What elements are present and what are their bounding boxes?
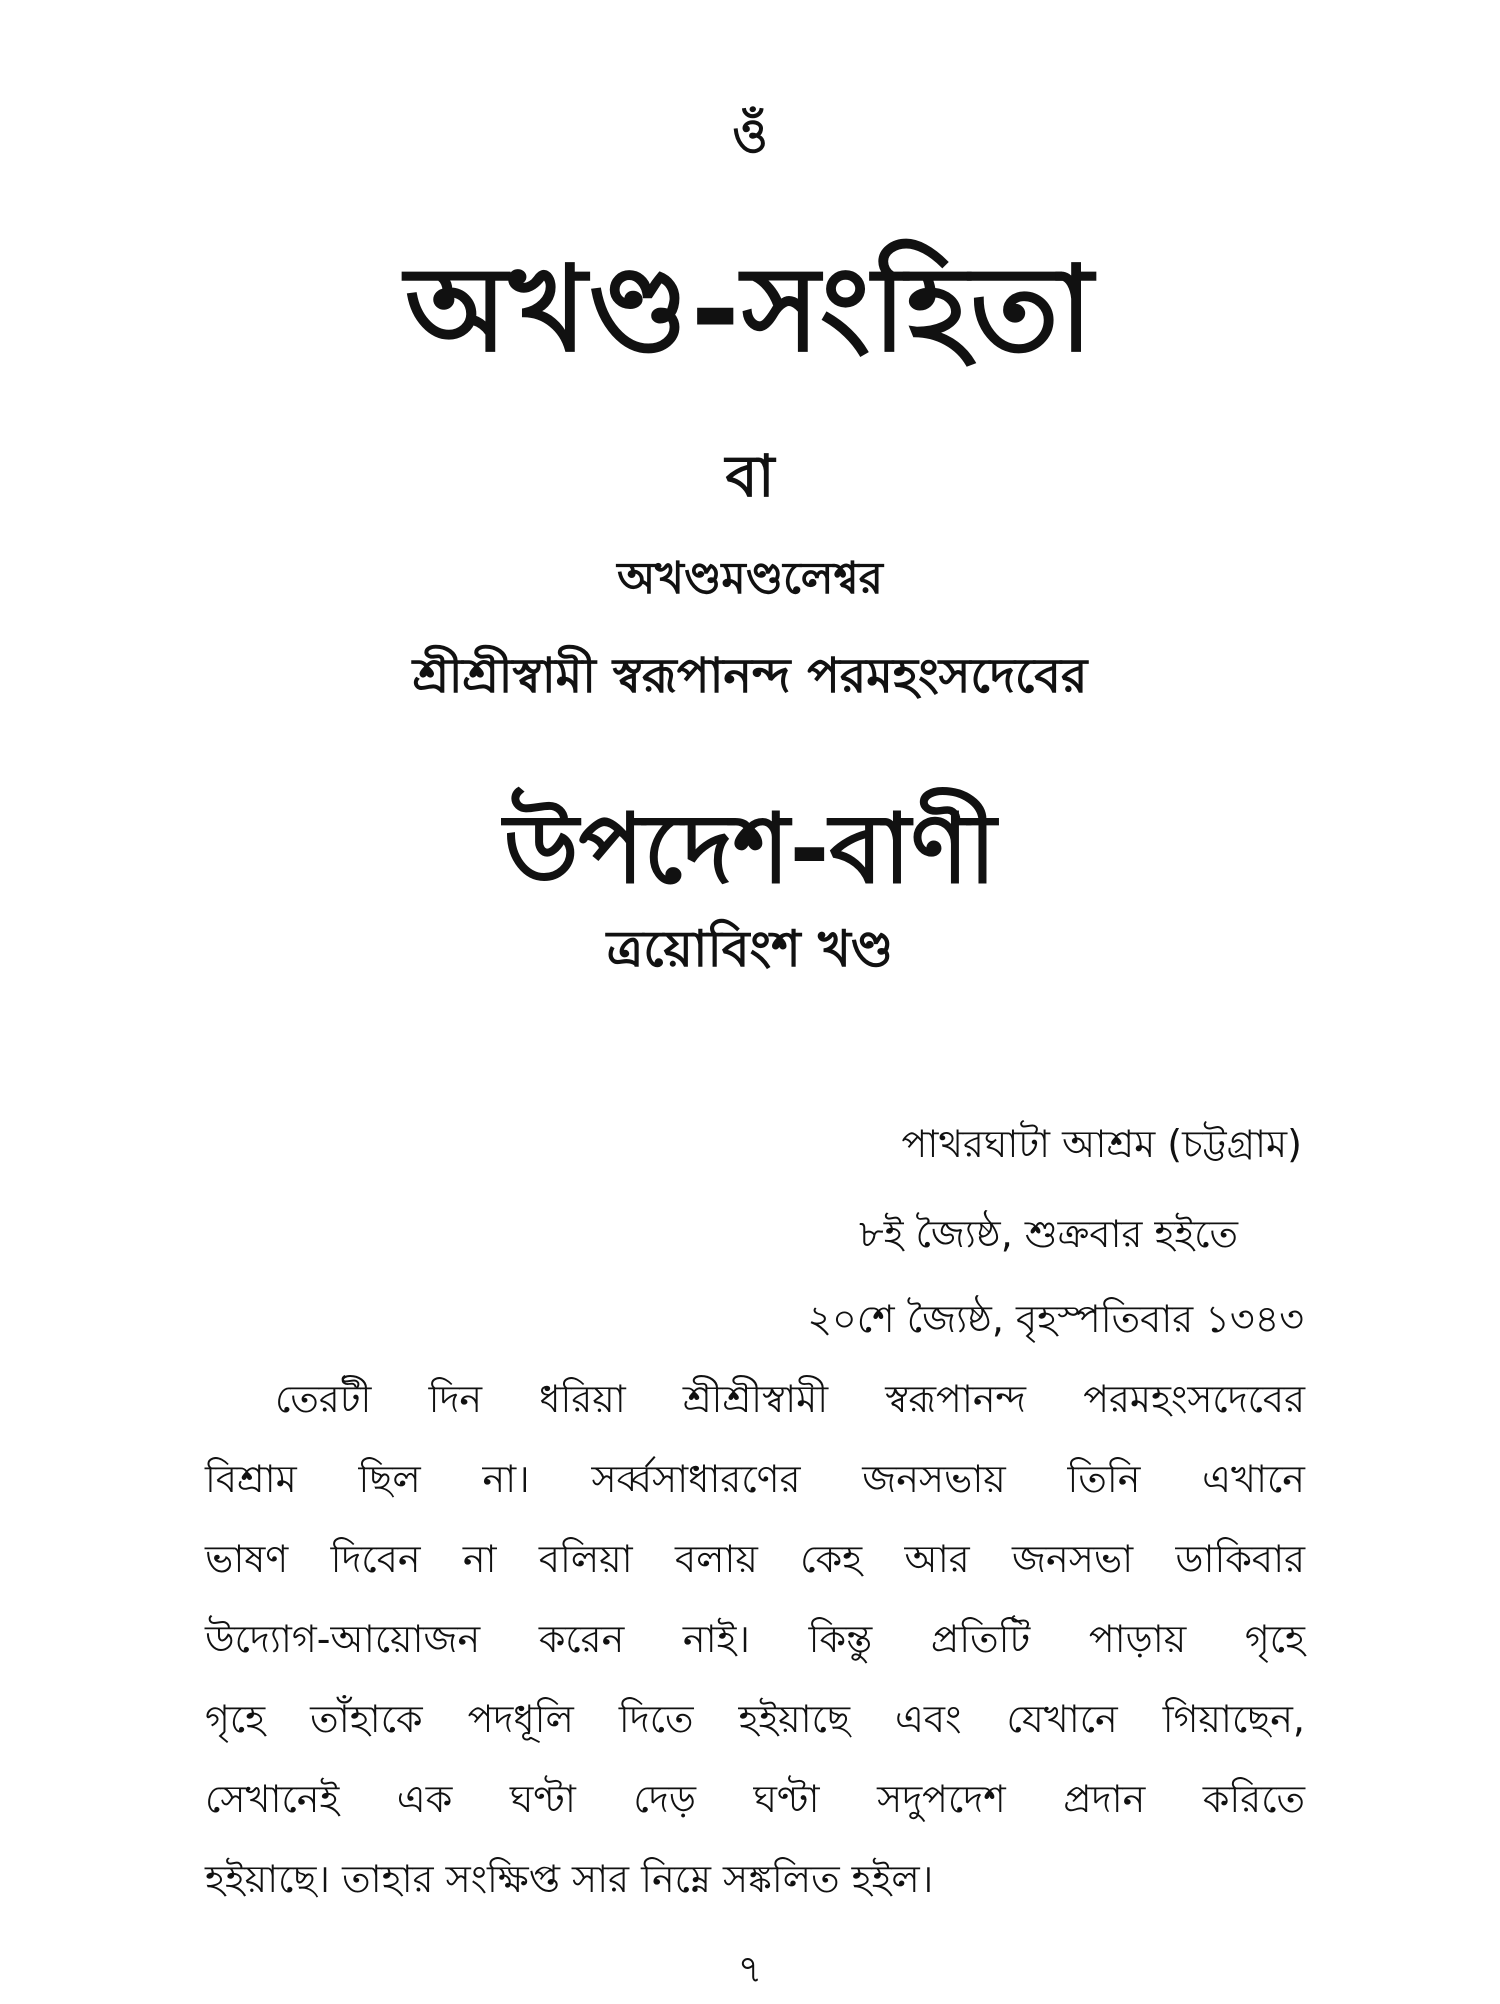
paragraph-line: গৃহে তাঁহাকে পদধূলি দিতে হইয়াছে এবং যেখানে গিয়াছেন, bbox=[205, 1697, 1305, 1741]
book-title: অখণ্ড-সংহিতা bbox=[405, 240, 1095, 378]
paragraph-line: তেরটী দিন ধরিয়া শ্রীশ্রীস্বামী স্বরূপানন্দ পরমহংসদেবের bbox=[275, 1377, 1305, 1421]
paragraph-line: উদ্যোগ-আয়োজন করেন নাই। কিন্তু প্রতিটি পাড়ায় গৃহে bbox=[205, 1617, 1305, 1661]
author-epithet: অখণ্ডমণ্ডলেশ্বর bbox=[617, 553, 883, 604]
om-symbol: ওঁ bbox=[732, 108, 768, 164]
dateline-start: ৮ই জ্যৈষ্ঠ, শুক্রবার হইতে bbox=[859, 1212, 1238, 1256]
page-number: ৭ bbox=[737, 1947, 763, 1991]
dateline-place: পাথরঘাটা আশ্রম (চট্টগ্রাম) bbox=[901, 1122, 1302, 1166]
paragraph-line: সেখানেই এক ঘণ্টা দেড় ঘণ্টা সদুপদেশ প্রদান করিতে bbox=[205, 1777, 1305, 1821]
paragraph-line: বিশ্রাম ছিল না। সর্ব্বসাধারণের জনসভায় তিনি এখানে bbox=[205, 1457, 1305, 1501]
paragraph-line: ভাষণ দিবেন না বলিয়া বলায় কেহ আর জনসভা ডাকিবার bbox=[205, 1537, 1305, 1581]
author-name: শ্রীশ্রীস্বামী স্বরূপানন্দ পরমহংসদেবের bbox=[412, 648, 1088, 704]
book-subtitle: উপদেশ-বাণী bbox=[503, 793, 997, 905]
title-conjunction: বা bbox=[725, 442, 775, 510]
dateline-end: ২০শে জ্যৈষ্ঠ, বৃহস্পতিবার ১৩৪৩ bbox=[807, 1297, 1304, 1341]
volume-label: ত্রয়োবিংশ খণ্ড bbox=[606, 920, 894, 978]
paragraph-line: হইয়াছে। তাহার সংক্ষিপ্ত সার নিম্নে সঙ্কলিত হইল। bbox=[205, 1857, 934, 1901]
